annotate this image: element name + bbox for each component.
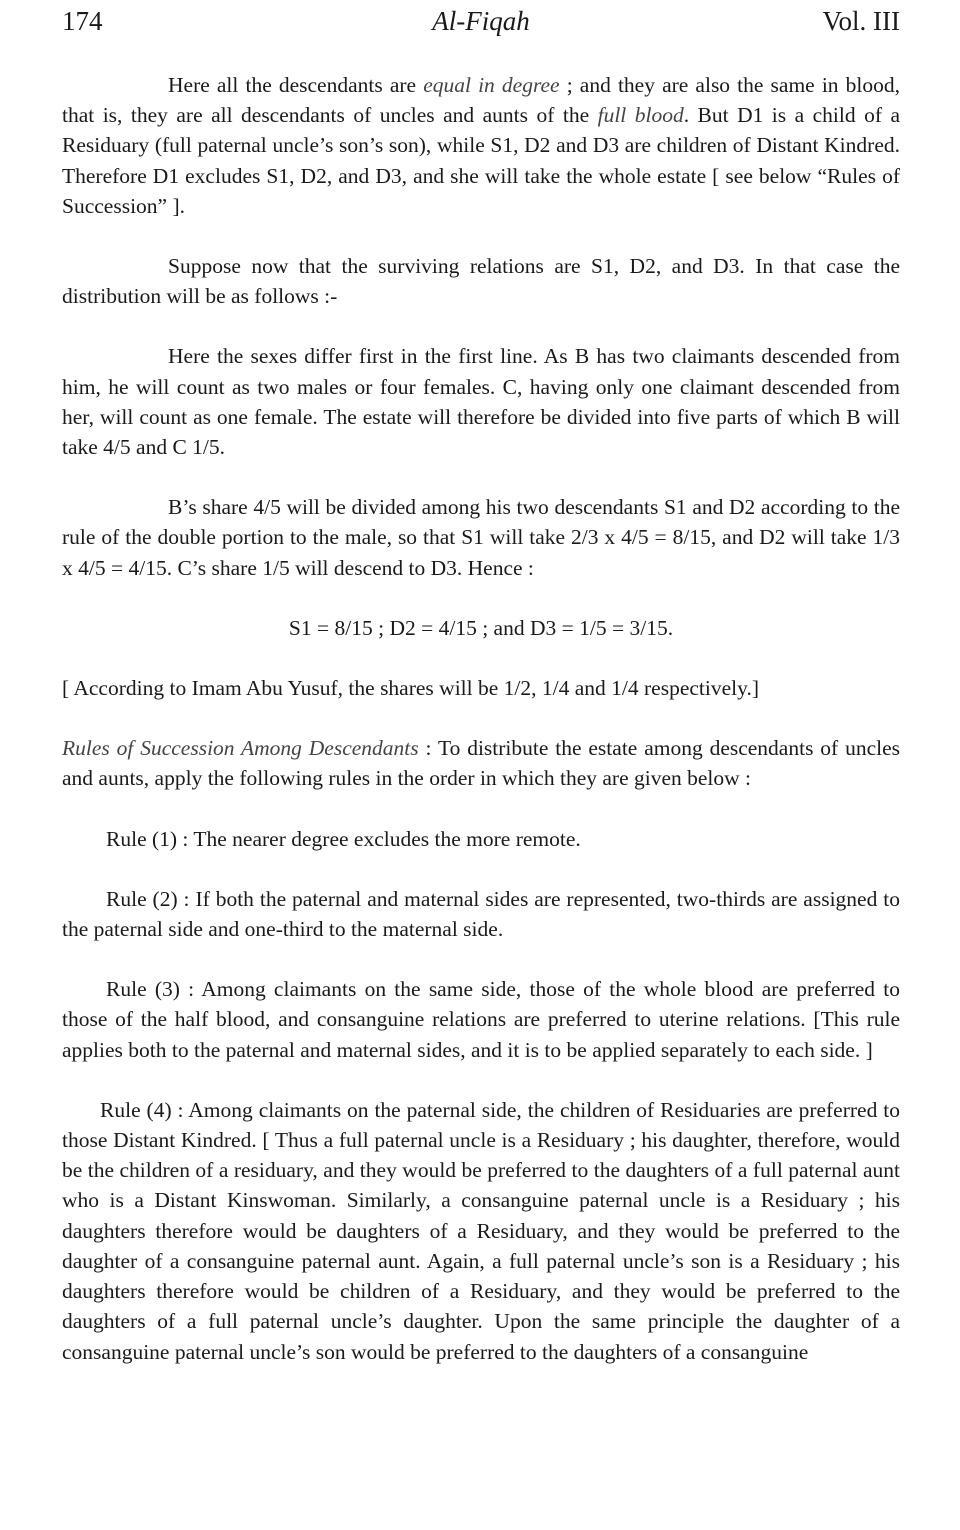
paragraph-surviving-relations: Suppose now that the surviving relations are S1, D2, and D3. In that case the distribution will be as follows :-: [62, 254, 900, 309]
rule-3: Rule (3) : Among claimants on the same side, those of the whole blood are preferred to those of the half blood, and consanguine relations are preferred to uterine relations. [This rule applies both to the paternal and maternal sides, and it is to be applied separately to each side. ]: [62, 977, 900, 1062]
paragraph-text: ; and they are also the same in blood, that is, they are all descendants of uncles and aunts of the: [62, 73, 901, 128]
paragraph-descendants-equal: [62, 70, 900, 221]
paragraph-text: Here all the descendants are: [168, 73, 424, 97]
shares-equation: S1 = 8/15 ; D2 = 4/15 ; and D3 = 1/5 = 3/15.: [288, 615, 674, 640]
rules-heading: Rules of Succession Among Descendants: [62, 736, 419, 761]
emphasis-equal-degree: equal in degree: [423, 73, 560, 97]
volume-label: Vol. III: [822, 6, 900, 36]
page-body: [62, 70, 900, 1367]
rules-intro-text: : To distribute the estate among descendants of uncles and aunts, apply the following rules in the order in which they are given below :: [62, 736, 900, 791]
page-header: [62, 6, 900, 46]
emphasis-full-blood: full blood: [597, 103, 684, 128]
book-title: Al-Fiqah: [432, 6, 530, 36]
rules-intro: [62, 733, 900, 793]
paragraph-b-share: B’s share 4/5 will be divided among his two descendants S1 and D2 according to the rule of the double portion to the male, so that S1 will take 2/3 x 4/5 = 8/15, and D2 will take 1/3 x 4/5 = 4/15. C’s share 1/5 will descend to D3. Hence :: [62, 495, 900, 580]
paragraph-text: . But D1 is a child of a Residuary (full paternal uncle’s son’s son), while S1, D2 and D3 are children of Distant Kindred. Therefore D1 excludes S1, D2, and D3, and she will take the whole estate [ see below “Rules of Succession” ].: [62, 103, 900, 218]
paragraph-sexes-differ: Here the sexes differ first in the first line. As B has two claimants descended from him, he will count as two males or four females. C, having only one claimant descended from her, will count as one female. The estate will therefore be divided into five parts of which B will take 4/5 and C 1/5.: [62, 344, 900, 460]
rule-4: Rule (4) : Among claimants on the paternal side, the children of Residuaries are preferred to those Distant Kindred. [ Thus a full paternal uncle is a Residuary ; his daughter, therefore, would be the children of a residuary, and they would be preferred to the daughters of a full paternal aunt who is a Distant Kinswoman. Similarly, a consanguine paternal uncle is a Residuary ; his daughters therefore would be daughters of a Residuary, and they would be preferred to the daughter of a consanguine paternal aunt. Again, a full paternal uncle’s son is a Residuary ; his daughters therefore would be children of a Residuary, and they would be preferred to the daughters of a full paternal uncle’s daughter. Upon the same principle the daughter of a consanguine paternal uncle’s son would be preferred to the daughters of a consanguine: [62, 1097, 900, 1364]
abu-yusuf-note: [ According to Imam Abu Yusuf, the shares will be 1/2, 1/4 and 1/4 respectively.]: [62, 676, 760, 701]
page-number: 174: [62, 6, 103, 36]
rule-2: Rule (2) : If both the paternal and maternal sides are represented, two-thirds are assigned to the paternal side and one-third to the maternal side.: [62, 886, 900, 942]
rule-1: Rule (1) : The nearer degree excludes the more remote.: [106, 826, 581, 851]
